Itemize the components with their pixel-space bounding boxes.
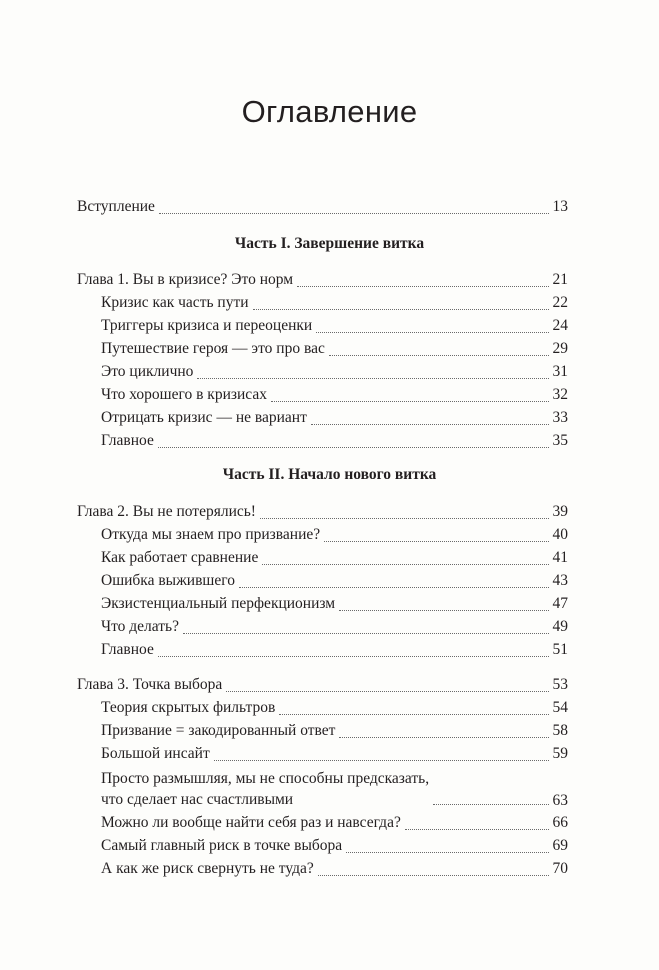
toc-entry[interactable] (101, 340, 568, 361)
toc-entry-intro[interactable] (77, 198, 568, 219)
toc-entry[interactable] (101, 745, 568, 766)
toc-entry[interactable] (101, 317, 568, 338)
toc-entry-page: 29 (552, 340, 568, 357)
toc-entry-label: А как же риск свернуть не туда? (101, 860, 314, 877)
toc-entry-page: 22 (552, 294, 568, 311)
toc-entry-page: 58 (552, 722, 568, 739)
toc-entry[interactable] (101, 595, 568, 616)
toc-entry-label: Триггеры кризиса и переоценки (101, 317, 313, 334)
leader-dots (311, 423, 549, 425)
toc-entry-page: 69 (552, 837, 568, 854)
leader-dots (253, 308, 549, 310)
leader-dots (346, 851, 548, 853)
toc-entry-page: 31 (552, 363, 568, 380)
toc-entry-label: Что делать? (101, 618, 179, 635)
leader-dots (433, 803, 548, 805)
toc-entry-label: Глава 1. Вы в кризисе? Это норм (77, 271, 294, 288)
toc-entry-page: 32 (552, 386, 568, 403)
toc-entry-page: 33 (552, 409, 568, 426)
leader-dots (197, 377, 548, 379)
toc-entry-label: Можно ли вообще найти себя раз и навсегда? (101, 814, 401, 831)
toc-entry-page: 40 (552, 526, 568, 543)
leader-dots (339, 736, 548, 738)
leader-dots (405, 828, 549, 830)
toc-entry-label-line1: Просто размышляя, мы не способны предсказать, (101, 770, 430, 787)
toc-entry-label: Большой инсайт (101, 745, 210, 762)
toc-entry-page: 70 (552, 860, 568, 877)
leader-dots (339, 609, 548, 611)
leader-dots (329, 354, 549, 356)
toc-entry-label: Глава 3. Точка выбора (77, 676, 223, 693)
toc-entry[interactable] (101, 386, 568, 407)
leader-dots (324, 540, 548, 542)
leader-dots (318, 874, 549, 876)
toc-entry[interactable] (101, 549, 568, 570)
toc-entry-multiline[interactable] (101, 768, 568, 810)
toc-entry-page: 49 (552, 618, 568, 635)
toc-entry-page: 39 (552, 503, 568, 520)
leader-dots (297, 285, 548, 287)
toc-entry-page: 59 (552, 745, 568, 762)
toc-entry[interactable] (101, 363, 568, 384)
page-title: Оглавление (241, 94, 418, 129)
toc-entry-label: Экзистенциальный перфекционизм (101, 595, 336, 612)
toc-entry-page: 21 (552, 271, 568, 288)
toc-entry-label: Что хорошего в кризисах (101, 386, 267, 403)
toc-entry-page: 24 (552, 317, 568, 334)
toc-entry-chapter[interactable] (77, 271, 568, 292)
leader-dots (239, 586, 549, 588)
toc-entry-label: Самый главный риск в точке выбора (101, 837, 343, 854)
leader-dots (279, 713, 548, 715)
leader-dots (226, 690, 548, 692)
toc-entry[interactable] (101, 814, 568, 835)
toc-entry-label: Теория скрытых фильтров (101, 699, 276, 716)
toc-entry-label: Глава 2. Вы не потерялись! (77, 503, 256, 520)
leader-dots (183, 632, 549, 634)
leader-dots (316, 331, 548, 333)
toc-entry[interactable] (101, 641, 568, 662)
part-heading: Часть I. Завершение витка (234, 235, 425, 252)
toc-entry-label (101, 768, 429, 810)
toc-entry-label: Ошибка выжившего (101, 572, 235, 589)
toc-entry-label: Как работает сравнение (101, 549, 259, 566)
toc-entry[interactable] (101, 837, 568, 858)
part-heading: Часть II. Начало нового витка (222, 466, 437, 483)
toc-entry-page: 41 (552, 549, 568, 566)
toc-entry-page: 13 (552, 198, 568, 215)
toc-entry[interactable] (101, 572, 568, 593)
toc-entry-page: 43 (552, 572, 568, 589)
toc-entry-label: Отрицать кризис — не вариант (101, 409, 307, 426)
toc-entry[interactable] (101, 722, 568, 743)
leader-dots (158, 655, 549, 657)
leader-dots (214, 759, 549, 761)
toc-entry-label: Главное (101, 641, 154, 658)
toc-entry-label: Путешествие героя — это про вас (101, 340, 325, 357)
toc-entry-label: Вступление (77, 198, 155, 215)
toc-entry[interactable] (101, 526, 568, 547)
toc-entry-page: 51 (552, 641, 568, 658)
toc-entry-label: Это циклично (101, 363, 194, 380)
toc-entry[interactable] (101, 432, 568, 453)
toc-entry-label: Главное (101, 432, 154, 449)
toc-entry[interactable] (101, 409, 568, 430)
toc-entry[interactable] (101, 618, 568, 639)
toc-entry-chapter[interactable] (77, 676, 568, 697)
toc-entry[interactable] (101, 294, 568, 315)
toc-entry-page: 47 (552, 595, 568, 612)
toc-entry-page: 63 (552, 792, 568, 809)
toc-entry-label-line2: что сделает нас счастливыми (101, 791, 294, 808)
leader-dots (271, 400, 549, 402)
toc-entry[interactable] (101, 699, 568, 720)
toc-entry-label: Кризис как часть пути (101, 294, 249, 311)
leader-dots (262, 563, 548, 565)
toc-entry[interactable] (101, 860, 568, 881)
toc-entry-page: 54 (552, 699, 568, 716)
leader-dots (260, 517, 549, 519)
toc-entry-page: 35 (552, 432, 568, 449)
toc-entry-chapter[interactable] (77, 503, 568, 524)
toc-entry-page: 53 (552, 676, 568, 693)
leader-dots (159, 212, 549, 214)
toc-entry-page: 66 (552, 814, 568, 831)
toc-entry-label: Призвание = закодированный ответ (101, 722, 336, 739)
toc-entry-label: Откуда мы знаем про призвание? (101, 526, 321, 543)
leader-dots (158, 446, 549, 448)
